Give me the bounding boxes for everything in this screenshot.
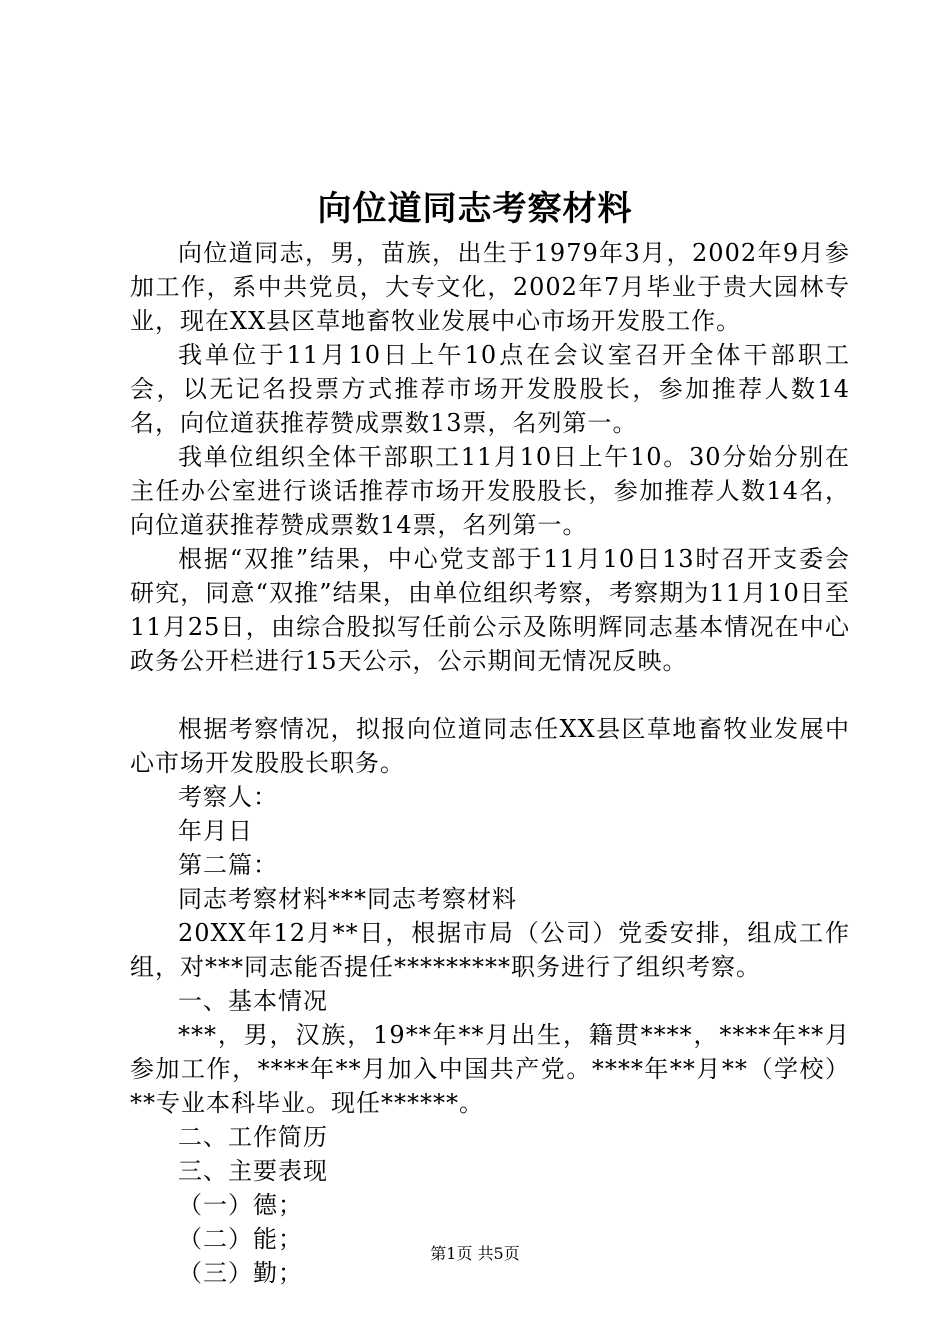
document-body (130, 236, 850, 1290)
part-two-title: 同志考察材料***同志考察材料 (178, 885, 517, 913)
page-number-footer: 第1页 共5页 (430, 1244, 520, 1263)
paragraph-conclusion: 根据考察情况，拟报向位道同志任XX县区草地畜牧业发展中心市场开发股股长职务。 (130, 715, 850, 777)
heading-main-performance: 三、主要表现 (178, 1157, 328, 1185)
heading-basic-info: 一、基本情况 (178, 987, 328, 1015)
paragraph-basic-info: ***，男，汉族，19**年**月出生，籍贯****，****年**月参加工作，****年**月加入中国共产党。****年**月**（学校）**专业本科毕业。现任******。 (130, 1021, 850, 1117)
paragraph-inspection-intro: 20XX年12月**日，根据市局（公司）党委安排，组成工作组，对***同志能否提任*********职务进行了组织考察。 (130, 919, 850, 981)
paragraph-vote-recommendation: 我单位于11月10日上午10点在会议室召开全体干部职工会，以无记名投票方式推荐市场开发股股长，参加推荐人数14名，向位道获推荐赞成票数13票，名列第一。 (130, 341, 850, 437)
paragraph-profile: 向位道同志，男，苗族，出生于1979年3月，2002年9月参加工作，系中共党员，大专文化，2002年7月毕业于贵大园林专业，现在XX县区草地畜牧业发展中心市场开发股工作。 (130, 239, 850, 335)
item-virtue: （一）德； (178, 1191, 303, 1219)
document-title: 向位道同志考察材料 (317, 189, 633, 229)
paragraph-double-recommendation: 根据“双推”结果，中心党支部于11月10日13时召开支委会研究，同意“双推”结果，由单位组织考察，考察期为11月10日至11月25日，由综合股拟写任前公示及陈明辉同志基本情况在中心政务公开栏进行15天公示，公示期间无情况反映。 (130, 545, 850, 675)
blank-line (130, 678, 850, 712)
inspector-line: 考察人： (178, 783, 278, 811)
item-ability: （二）能； (178, 1225, 303, 1253)
heading-work-history: 二、工作简历 (178, 1123, 328, 1151)
date-line: 年月日 (178, 817, 253, 845)
paragraph-talk-recommendation: 我单位组织全体干部职工11月10日上午10。30分始分别在主任办公室进行谈话推荐市场开发股股长，参加推荐人数14名，向位道获推荐赞成票数14票，名列第一。 (130, 443, 850, 539)
item-diligence: （三）勤； (178, 1259, 303, 1287)
section-heading-part-two: 第二篇： (178, 851, 278, 879)
